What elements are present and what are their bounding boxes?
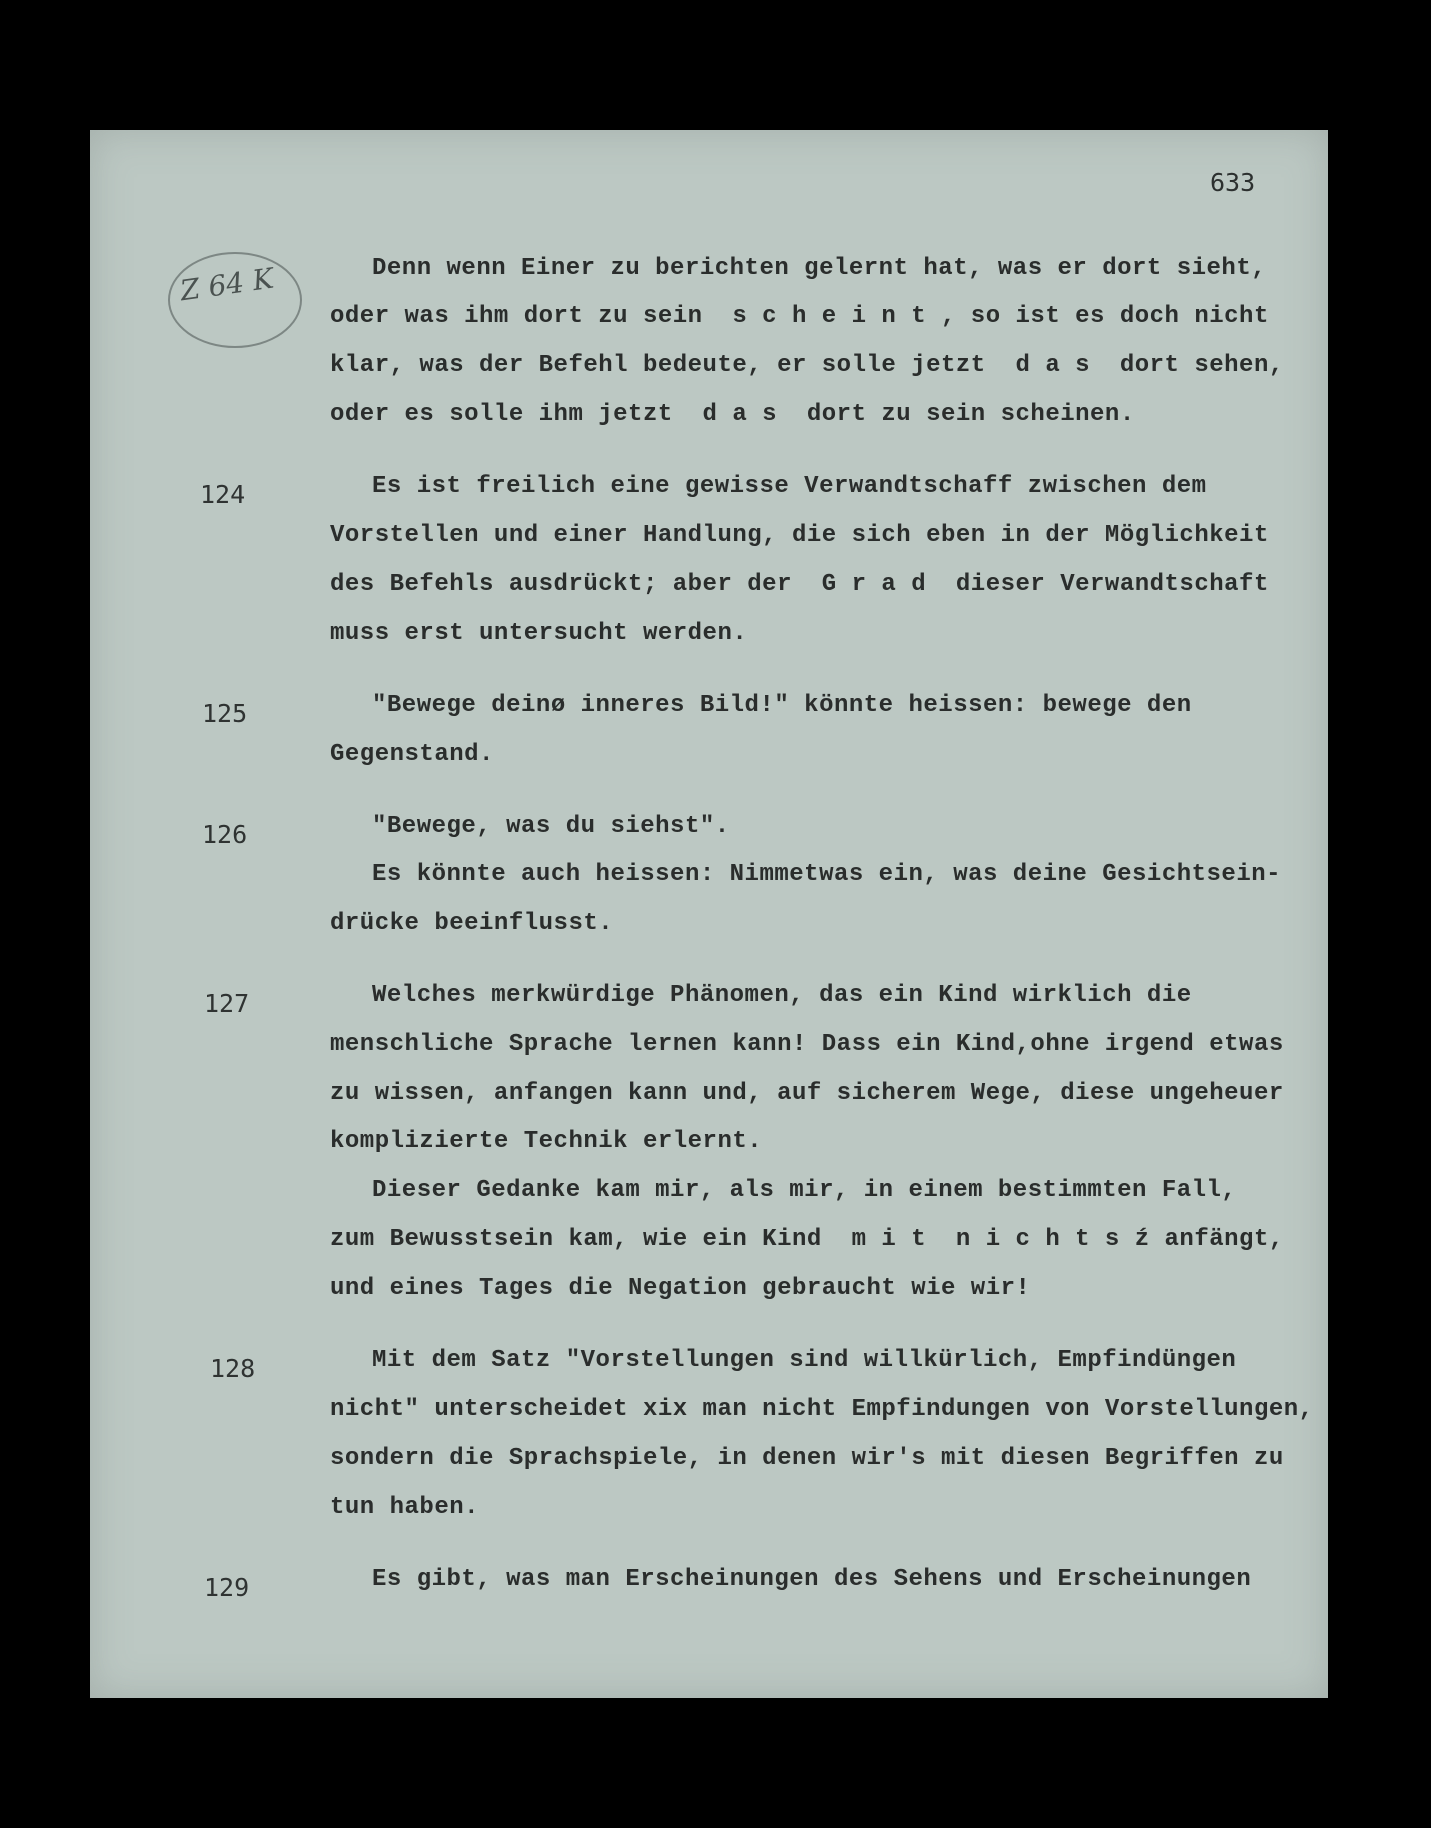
page-number: 633	[1210, 168, 1256, 197]
text-line: Denn wenn Einer zu berichten gelernt hat, was er dort sieht,	[372, 255, 1267, 282]
text-line: und eines Tages die Negation gebraucht wie wir!	[330, 1275, 1031, 1302]
remark-number: 124	[200, 480, 246, 509]
text-line: zum Bewusstsein kam, wie ein Kind m i t n i c h t s ź anfängt,	[330, 1226, 1284, 1253]
text-line: komplizierte Technik erlernt.	[330, 1128, 763, 1155]
text-line: Es ist freilich eine gewisse Verwandtschaff zwischen dem	[372, 473, 1207, 500]
remark-number: 127	[204, 989, 250, 1018]
remark-number: 128	[210, 1354, 256, 1383]
text-line: Mit dem Satz "Vorstellungen sind willkürlich, Empfindüngen	[372, 1347, 1237, 1374]
remark-number: 125	[202, 699, 248, 728]
text-line: nicht" unterscheidet xix man nicht Empfindungen von Vorstellungen,	[330, 1396, 1314, 1423]
text-line: "Bewege, was du siehst".	[372, 813, 730, 840]
text-line: Es gibt, was man Erscheinungen des Sehens und Erscheinungen	[372, 1566, 1252, 1593]
remark-number: 126	[202, 820, 248, 849]
text-line: drücke beeinflusst.	[330, 910, 614, 937]
text-line: klar, was der Befehl bedeute, er solle jetzt d a s dort sehen,	[330, 352, 1284, 379]
text-line: des Befehls ausdrückt; aber der G r a d dieser Verwandtschaft	[330, 571, 1269, 598]
remark-number: 129	[204, 1573, 250, 1602]
text-line: Welches merkwürdige Phänomen, das ein Kind wirklich die	[372, 982, 1192, 1009]
text-line: "Bewege deinø inneres Bild!" könnte heissen: bewege den	[372, 692, 1192, 719]
text-line: sondern die Sprachspiele, in denen wir's mit diesen Begriffen zu	[330, 1445, 1284, 1472]
text-line: Vorstellen und einer Handlung, die sich eben in der Möglichkeit	[330, 522, 1269, 549]
text-line: Dieser Gedanke kam mir, als mir, in einem bestimmten Fall,	[372, 1177, 1237, 1204]
text-line: oder was ihm dort zu sein s c h e i n t , so ist es doch nicht	[330, 303, 1269, 330]
text-line: tun haben.	[330, 1494, 480, 1521]
text-line: menschliche Sprache lernen kann! Dass ein Kind,ohne irgend etwas	[330, 1031, 1284, 1058]
text-line: oder es solle ihm jetzt d a s dort zu sein scheinen.	[330, 401, 1135, 428]
text-line: muss erst untersucht werden.	[330, 620, 748, 647]
text-line: Gegenstand.	[330, 741, 494, 768]
text-line: Es könnte auch heissen: Nimmetwas ein, was deine Gesichtsein-	[372, 861, 1282, 888]
archive-stamp-text: Z 64 K	[178, 261, 276, 308]
text-line: zu wissen, anfangen kann und, auf sicherem Wege, diese ungeheuer	[330, 1080, 1284, 1107]
